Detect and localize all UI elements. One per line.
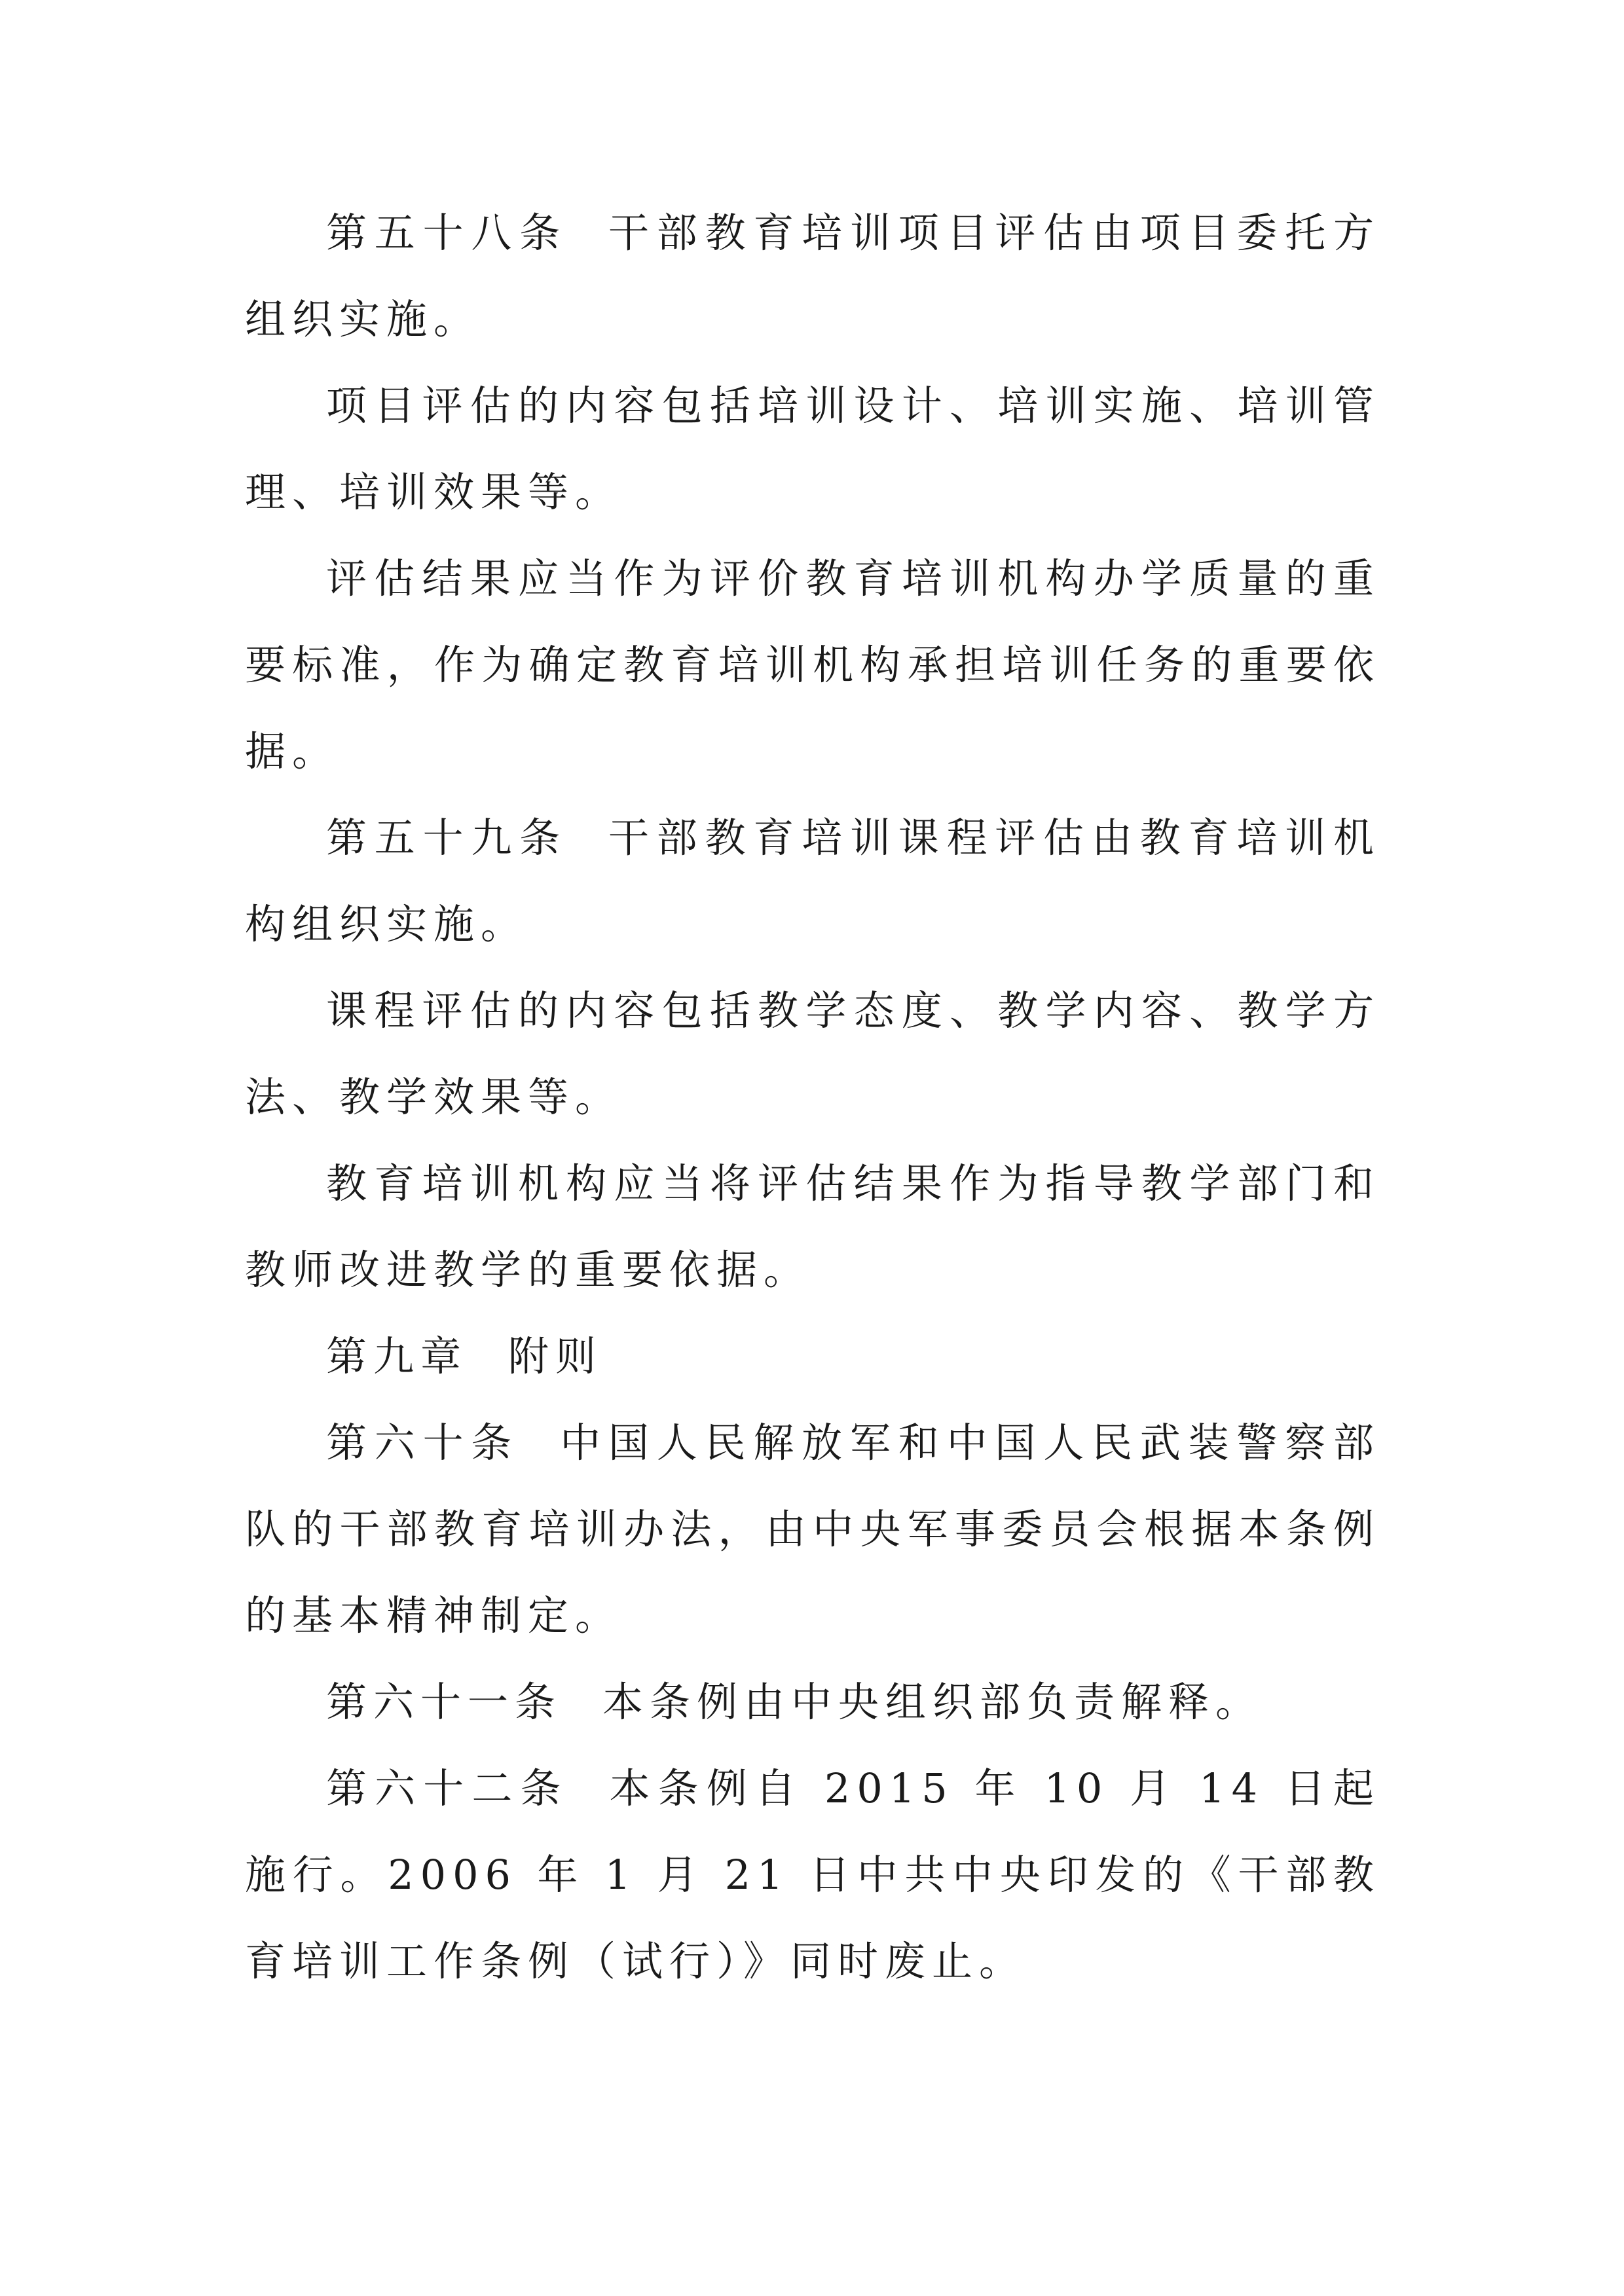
article-62-heading: 第六十二条 — [326, 1764, 569, 1812]
course-evaluation-content-text: 课程评估的内容包括教学态度、教学内容、教学方法、教学效果等。 — [245, 987, 1380, 1121]
article-61-text: 本条例由中央组织部负责解释。 — [602, 1678, 1263, 1726]
article-59-paragraph — [245, 795, 1380, 968]
article-62-text: 本条例自 2015 年 10 月 14 日起施行。2006 年 1 月 21 日中共中央印发的《干部教育培训工作条例（试行）》同时废止。 — [245, 1764, 1380, 1985]
article-58-heading: 第五十八条 — [326, 209, 568, 257]
course-evaluation-result-paragraph — [245, 1140, 1380, 1313]
evaluation-result-text: 评估结果应当作为评价教育培训机构办学质量的重要标准，作为确定教育培训机构承担培训任务的重要依据。 — [245, 555, 1380, 775]
evaluation-result-paragraph — [245, 536, 1380, 795]
article-59-text: 干部教育培训课程评估由教育培训机构组织实施。 — [245, 814, 1380, 948]
chapter-9-number: 第九章 — [326, 1332, 468, 1380]
article-58-paragraph — [245, 190, 1380, 363]
article-61-paragraph — [245, 1659, 1380, 1745]
article-62-paragraph — [245, 1745, 1380, 2005]
chapter-9-heading — [245, 1313, 1380, 1400]
course-evaluation-result-text: 教育培训机构应当将评估结果作为指导教学部门和教师改进教学的重要依据。 — [245, 1159, 1380, 1294]
chapter-9-title: 附则 — [508, 1332, 603, 1380]
article-60-heading: 第六十条 — [326, 1419, 520, 1467]
document-body — [245, 190, 1380, 2005]
article-60-paragraph — [245, 1400, 1380, 1659]
project-evaluation-content-text: 项目评估的内容包括培训设计、培训实施、培训管理、培训效果等。 — [245, 382, 1380, 516]
project-evaluation-content-paragraph — [245, 363, 1380, 536]
article-60-text: 中国人民解放军和中国人民武装警察部队的干部教育培训办法，由中央军事委员会根据本条例的基本精神制定。 — [245, 1419, 1380, 1639]
article-58-text: 干部教育培训项目评估由项目委托方组织实施。 — [245, 209, 1380, 343]
course-evaluation-content-paragraph — [245, 968, 1380, 1140]
article-59-heading: 第五十九条 — [326, 814, 568, 862]
article-61-heading: 第六十一条 — [326, 1678, 563, 1726]
